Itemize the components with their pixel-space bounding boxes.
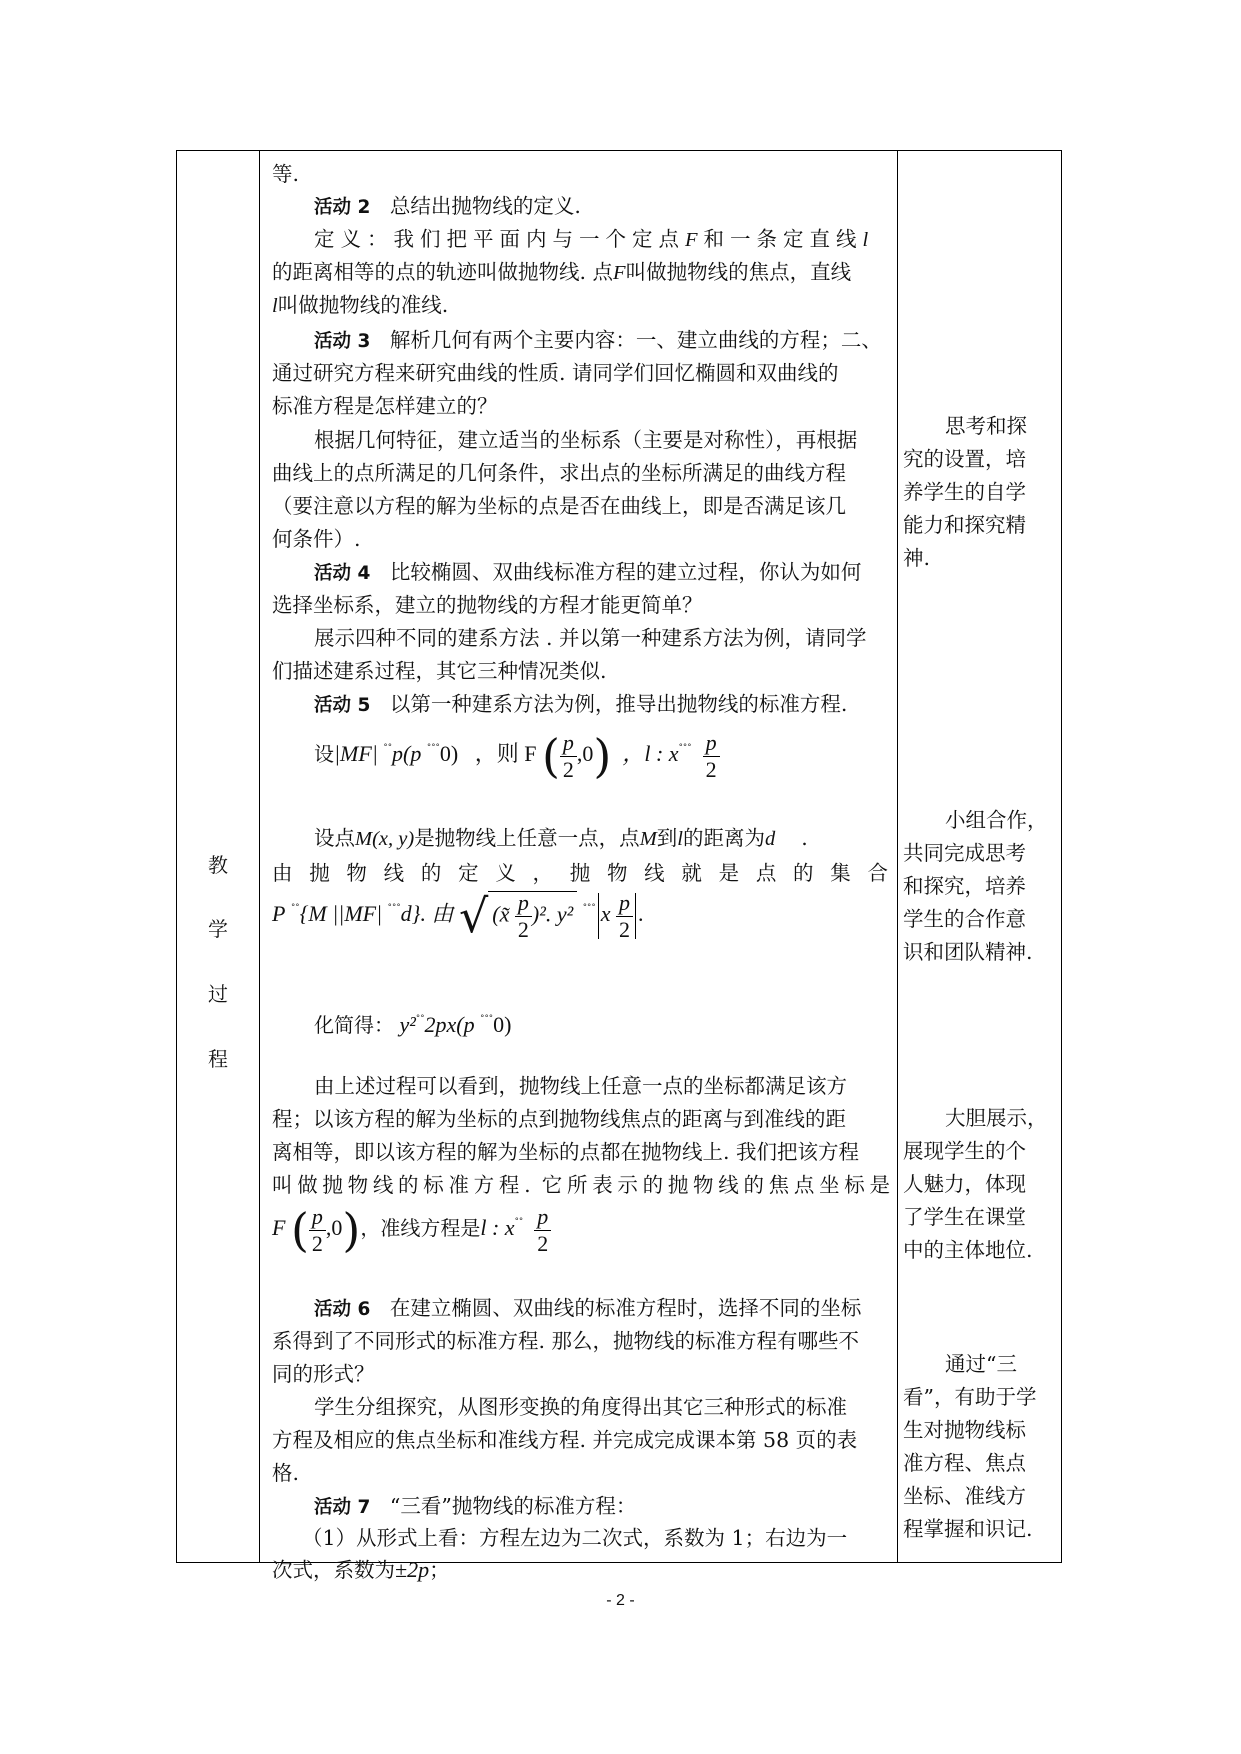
side-note-line: 养学生的自学 (903, 480, 1026, 504)
denominator: 2 (537, 1230, 549, 1256)
column-divider-left (259, 151, 260, 1562)
equation-setup (314, 729, 720, 783)
point-F: F (685, 229, 704, 251)
text-line: 同的形式？ (272, 1362, 375, 1386)
math-term: (x̃ (492, 901, 515, 927)
side-note-line: 共同完成思考 (903, 841, 1026, 865)
text-line: 程；以该方程的解为坐标的点到抛物线焦点的距离与到准线的距 (272, 1107, 846, 1131)
lesson-table (176, 150, 1062, 1582)
text: 和一条定直线 (703, 227, 863, 251)
garbled-symbol: ˚˚ (415, 1011, 425, 1027)
text-line: 根据几何特征，建立适当的坐标系（主要是对称性），再根据 (314, 428, 858, 452)
activity-text: 解析几何有两个主要内容：一、建立曲线的方程；二、 (389, 328, 882, 352)
side-note-line: 坐标、准线方 (903, 1484, 1026, 1508)
math-term: y² (399, 1012, 416, 1037)
activity-4 (314, 555, 890, 585)
math-term: 0) (439, 741, 459, 767)
garbled-symbol: ˚˚ (383, 740, 393, 756)
denominator: 2 (618, 916, 630, 942)
text: 的距离相等的点的轨迹叫做抛物线. 点 (272, 260, 614, 284)
paren-right: ) (593, 729, 612, 783)
math-term: 0) (493, 1012, 512, 1037)
text-line: 由抛物线的定义，抛物线就是点的集合 (272, 861, 890, 885)
activity-label: 活动 7 (314, 1497, 371, 1518)
math-term: M (639, 828, 657, 850)
activity-label: 活动 5 (314, 695, 371, 716)
fraction (560, 729, 577, 782)
text-line: 们描述建系过程，其它三种情况类似. (272, 659, 607, 683)
side-note-line: 通过“三 (945, 1352, 1017, 1376)
text-line: 展示四种不同的建系方法 . 并以第一种建系方法为例，请同学 (314, 626, 867, 650)
math-term: p(p (392, 741, 427, 767)
math-term: {M ||MF| (299, 901, 388, 927)
math-term: x (600, 901, 616, 927)
denominator: 2 (705, 756, 717, 782)
side-note-line: 中的主体地位. (903, 1238, 1033, 1262)
side-note-line: 人魅力，体现 (903, 1172, 1026, 1196)
math-term: ±2p (395, 1557, 430, 1582)
text: 到 (656, 826, 678, 850)
garbled-symbol: ˚˚˚ (426, 740, 440, 756)
denominator: 2 (562, 756, 574, 782)
side-note-line: 神. (903, 546, 931, 570)
text: 设 (314, 742, 334, 767)
definition-line-3 (272, 288, 890, 318)
numerator: p (560, 732, 577, 757)
row-label-char-1: 教 (208, 853, 228, 877)
text: 设点 (314, 826, 355, 850)
math-term: M(x, y) (355, 828, 415, 850)
fraction (515, 892, 532, 941)
numerator: p (515, 892, 532, 917)
text-line: 离相等，即以该方程的解为坐标的点都在抛物线上. 我们把该方程 (272, 1140, 860, 1164)
fraction (309, 1203, 326, 1256)
sqrt-icon: √ (458, 889, 489, 943)
activity-label: 活动 2 (314, 197, 371, 218)
paren-left: ( (541, 729, 560, 783)
paren-left: ( (290, 1203, 309, 1257)
garbled-symbol: ˚˚˚ (480, 1011, 494, 1027)
text-line (272, 1553, 890, 1583)
side-note-line: 大胆展示， (945, 1106, 1048, 1130)
text: 化简得： (314, 1013, 394, 1037)
side-note-line: 能力和探究精 (903, 513, 1026, 537)
paren-right: ) (342, 1203, 361, 1257)
garbled-symbol: ˚˚˚ (387, 900, 401, 916)
text: 叫做抛物线的焦点，直线 (625, 260, 852, 284)
side-note-line: 看”，有助于学 (903, 1385, 1037, 1409)
activity-label: 活动 3 (314, 331, 371, 352)
text-line: 何条件）. (272, 527, 361, 551)
text-line: （要注意以方程的解为坐标的点是否在曲线上，即是否满足该几 (272, 494, 846, 518)
sqrt-radicand (488, 891, 577, 941)
garbled-symbol: ˚˚ (514, 1214, 524, 1230)
activity-2 (314, 189, 890, 219)
math-term: )². y² (531, 901, 574, 927)
text-line: 方程及相应的焦点坐标和准线方程. 并完成完成课本第 58 页的表 (272, 1428, 858, 1452)
activity-text: 在建立椭圆、双曲线的标准方程时，选择不同的坐标 (389, 1296, 862, 1320)
page-number: - 2 - (606, 1592, 635, 1609)
text-line (314, 821, 890, 851)
fraction (703, 729, 720, 782)
text: ，准线方程是 (360, 1216, 481, 1241)
text-line: （1）从形式上看：方程左边为二次式，系数为 1；右边为一 (302, 1526, 848, 1550)
side-note-line: 和探究，培养 (903, 874, 1026, 898)
text-line: 曲线上的点所满足的几何条件，求出点的坐标所满足的曲线方程 (272, 461, 846, 485)
numerator: p (703, 732, 720, 757)
text-line: 等. (272, 162, 300, 186)
denominator: 2 (311, 1230, 323, 1256)
math-term: F (272, 1215, 286, 1241)
text-line: 标准方程是怎样建立的？ (272, 394, 498, 418)
math-term: P (272, 901, 286, 927)
line-l: l (862, 229, 875, 251)
activity-3 (314, 323, 890, 353)
text-line: 格. (272, 1461, 300, 1485)
text: . (801, 826, 808, 850)
activity-5 (314, 687, 890, 717)
fraction (534, 1203, 551, 1256)
simplified-equation (314, 1009, 511, 1038)
text-line: 学生分组探究，从图形变换的角度得出其它三种形式的标准 (314, 1395, 847, 1419)
activity-text: 比较椭圆、双曲线标准方程的建立过程，你认为如何 (389, 560, 862, 584)
math-term: l : x (480, 1215, 515, 1241)
activity-label: 活动 4 (314, 563, 371, 584)
abs-bar-right (635, 893, 636, 939)
point-F: F (613, 262, 626, 284)
math-term: d (764, 828, 776, 850)
side-note-line: 展现学生的个 (903, 1139, 1026, 1163)
text: 叫做抛物线的准线. (277, 293, 449, 317)
side-note-line: 思考和探 (945, 414, 1027, 438)
numerator: p (309, 1206, 326, 1231)
line-l: l (272, 295, 278, 317)
activity-text: “三看”抛物线的标准方程： (389, 1494, 637, 1518)
text: 次式，系数为 (272, 1558, 395, 1582)
garbled-symbol: ˚˚˚ (678, 740, 692, 756)
focus-directrix-equation (272, 1203, 551, 1257)
row-label-char-2: 学 (208, 917, 228, 941)
math-term: ,0 (325, 1215, 343, 1241)
text: 是抛物线上任意一点，点 (414, 826, 640, 850)
side-note-line: 生对抛物线标 (903, 1418, 1026, 1442)
activity-7 (314, 1489, 890, 1519)
activity-6 (314, 1291, 890, 1321)
row-label-char-3: 过 (208, 982, 228, 1006)
text: 的距离为 (682, 826, 765, 850)
math-term: ,0 (576, 741, 594, 767)
activity-text: 以第一种建系方法为例，推导出抛物线的标准方程. (389, 692, 848, 716)
math-term: l (677, 828, 683, 850)
equation-set: P ˚˚{M ||MF| ˚˚˚d}. 由 √ (x̃ $\frac{p}{2}$ )². y² ˚˚˚ x $\frac{p}{2}$ . (272, 889, 644, 943)
side-note-line: 准方程、焦点 (903, 1451, 1026, 1475)
definition-line-2 (272, 255, 890, 285)
garbled-symbol: ˚˚˚ (582, 900, 596, 916)
fraction (616, 889, 633, 942)
definition-line-1 (314, 222, 890, 252)
math-term: 2px(p (424, 1012, 481, 1037)
text: ； (429, 1558, 450, 1582)
abs-bar-left (598, 893, 599, 939)
side-note-line: 识和团队精神. (903, 940, 1033, 964)
text-line: 选择坐标系，建立的抛物线的方程才能更简单？ (272, 593, 703, 617)
numerator: p (616, 892, 633, 917)
math-term: |MF| (334, 741, 384, 767)
math-term: ，则 F (474, 741, 537, 767)
side-note-line: 小组合作， (945, 808, 1048, 832)
denominator: 2 (517, 917, 529, 942)
text-line: 叫做抛物线的标准方程. 它所表示的抛物线的焦点坐标是 (272, 1173, 890, 1197)
numerator: p (534, 1206, 551, 1231)
activity-label: 活动 6 (314, 1299, 371, 1320)
math-term: ，l : x (622, 741, 679, 767)
side-note-line: 了学生在课堂 (903, 1205, 1026, 1229)
text: 定义：我们把平面内与一个定点 (314, 227, 685, 251)
side-note-line: 学生的合作意 (903, 907, 1026, 931)
text-line: 通过研究方程来研究曲线的性质. 请同学们回忆椭圆和双曲线的 (272, 361, 839, 385)
row-label-char-4: 程 (208, 1047, 228, 1071)
activity-text: 总结出抛物线的定义. (389, 194, 581, 218)
math-term: d}. 由 (400, 901, 454, 927)
text-line: 由上述过程可以看到，抛物线上任意一点的坐标都满足该方 (314, 1074, 847, 1098)
side-note-line: 程掌握和识记. (903, 1517, 1033, 1541)
text-line: 系得到了不同形式的标准方程. 那么，抛物线的标准方程有哪些不 (272, 1329, 860, 1353)
side-note-line: 究的设置，培 (903, 447, 1026, 471)
garbled-symbol: ˚˚ (290, 900, 300, 916)
